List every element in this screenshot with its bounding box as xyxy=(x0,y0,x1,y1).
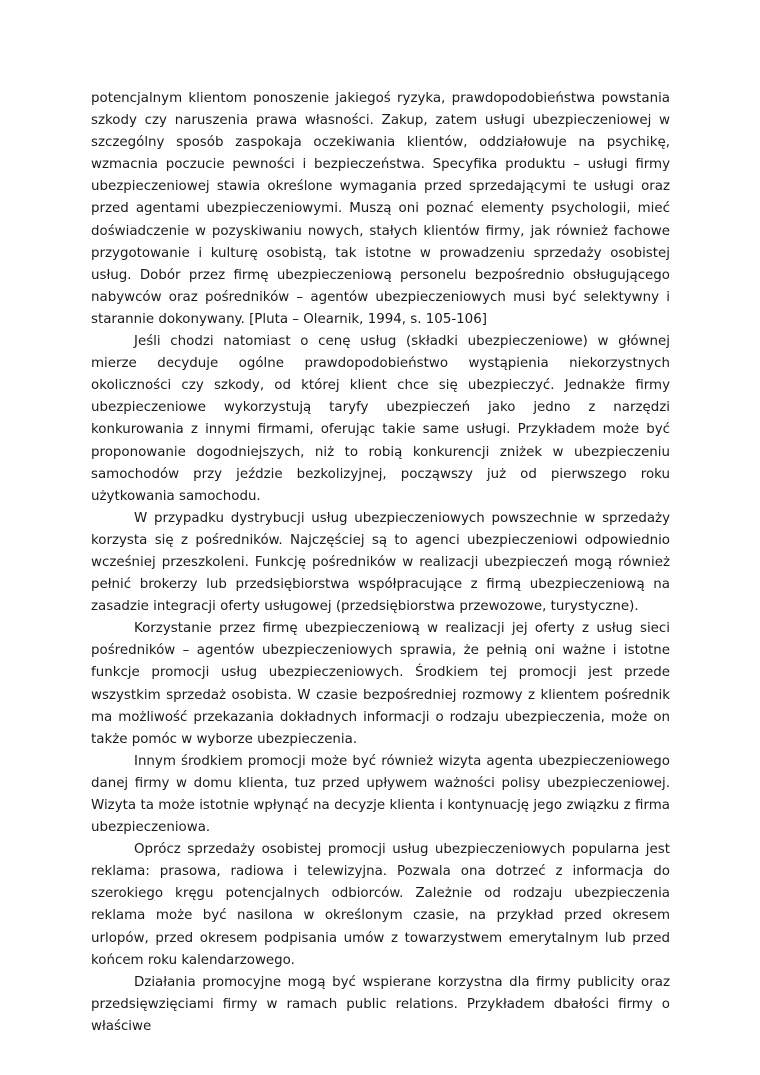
paragraph-6: Oprócz sprzedaży osobistej promocji usług ubezpieczeniowych popularna jest reklama: prasowa, radiowa i telewizyjna. Pozwala ona dotrzeć z informacja do szerokiego kręgu potencjalnych odbiorców. Zależnie od rodzaju ubezpieczenia reklama może być nasilona w określonym czasie, na przykład przed okresem urlopów, przed okresem podpisania umów z towarzystwem emerytalnym lub przed końcem roku kalendarzowego. xyxy=(91,842,670,968)
paragraph-2: Jeśli chodzi natomiast o cenę usług (składki ubezpieczeniowe) w głównej mierze decyduje ogólne prawdopodobieństwo wystąpienia niekorzystnych okoliczności czy szkody, od której klient chce się ubezpieczyć. Jednakże firmy ubezpieczeniowe wykorzystują taryfy ubezpieczeń jako jedno z narzędzi konkurowania z innymi firmami, oferując takie same usługi. Przykładem może być proponowanie dogodniejszych, niż to robią konkurencji zniżek w ubezpieczeniu samochodów przy jeździe bezkolizyjnej, począwszy już od pierwszego roku użytkowania samochodu. xyxy=(91,334,670,504)
paragraph-1: potencjalnym klientom ponoszenie jakiegoś ryzyka, prawdopodobieństwa powstania szkody czy naruszenia prawa własności. Zakup, zatem usługi ubezpieczeniowej w szczególny sposób zaspokaja oczekiwania klientów, oddziałowuje na psychikę, wzmacnia poczucie pewności i bezpieczeństwa. Specyfika produktu – usługi firmy ubezpieczeniowej stawia określone wymagania przed sprzedającymi te usługi oraz przed agentami ubezpieczeniowymi. Muszą oni poznać elementy psychologii, mieć doświadczenie w pozyskiwaniu nowych, stałych klientów firmy, jak również fachowe przygotowanie i kulturę osobistą, tak istotne w prowadzeniu sprzedaży osobistej usług. Dobór przez firmę ubezpieczeniową personelu bezpośrednio obsługującego nabywców oraz pośredników – agentów ubezpieczeniowych musi być selektywny i starannie dokonywany. [Pluta – Olearnik, 1994, s. 105-106] xyxy=(91,91,670,327)
paragraph-5: Innym środkiem promocji może być również wizyta agenta ubezpieczeniowego danej firmy w domu klienta, tuz przed upływem ważności polisy ubezpieczeniowej. Wizyta ta może istotnie wpłynąć na decyzje klienta i kontynuację jego związku z firma ubezpieczeniowa. xyxy=(91,753,670,836)
paragraph-7: Działania promocyjne mogą być wspierane korzystna dla firmy publicity oraz przedsięwzięciami firmy w ramach public relations. Przykładem dbałości firmy o właściwe xyxy=(91,974,670,1034)
document-body xyxy=(91,88,670,1038)
paragraph-3: W przypadku dystrybucji usług ubezpieczeniowych powszechnie w sprzedaży korzysta się z pośredników. Najczęściej są to agenci ubezpieczeniowi odpowiednio wcześniej przeszkoleni. Funkcję pośredników w realizacji ubezpieczeń mogą również pełnić brokerzy lub przedsiębiorstwa współpracujące z firmą ubezpieczeniową na zasadzie integracji oferty usługowej (przedsiębiorstwa przewozowe, turystyczne). xyxy=(91,510,670,615)
paragraph-4: Korzystanie przez firmę ubezpieczeniową w realizacji jej oferty z usług sieci pośredników – agentów ubezpieczeniowych sprawia, że pełnią oni ważne i istotne funkcje promocji usług ubezpieczeniowych. Środkiem tej promocji jest przede wszystkim sprzedaż osobista. W czasie bezpośredniej rozmowy z klientem pośrednik ma możliwość przekazania dokładnych informacji o rodzaju ubezpieczenia, może on także pomóc w wyborze ubezpieczenia. xyxy=(91,621,670,747)
